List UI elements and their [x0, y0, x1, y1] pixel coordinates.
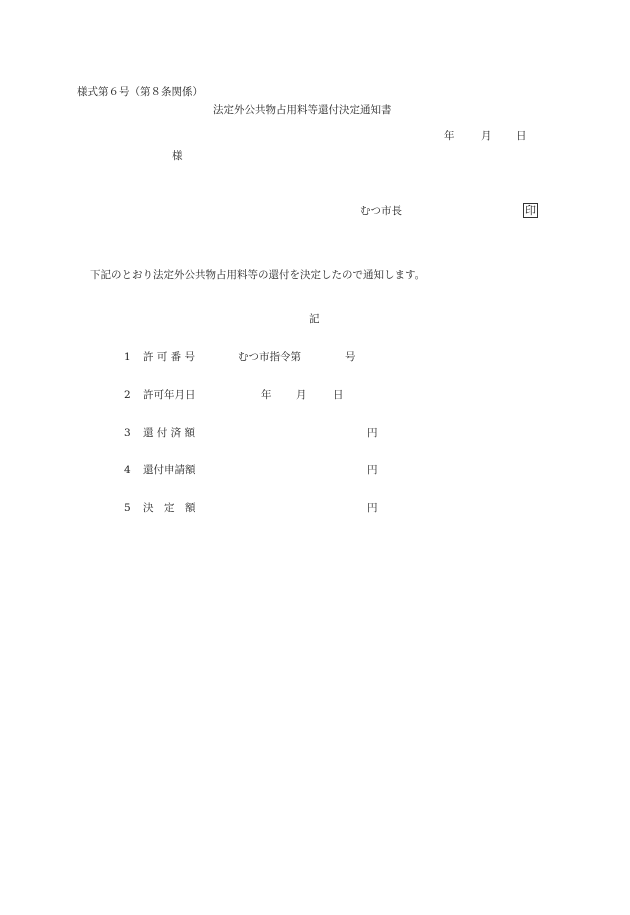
decided-amount-unit: 円 [367, 502, 378, 514]
refunded-amount-unit: 円 [367, 427, 378, 439]
item-label-decided-amount: 決 定 額 [143, 502, 196, 514]
permit-date-month: 月 [296, 389, 307, 401]
seal-stamp [523, 203, 538, 218]
document-title: 法定外公共物占用料等還付決定通知書 [213, 104, 392, 116]
permit-number-prefix: むつ市指令第 [238, 351, 301, 363]
date-day-label: 日 [516, 130, 527, 142]
item-number-4: 4 [124, 464, 131, 476]
issuer-name: むつ市長 [360, 205, 402, 217]
permit-number-suffix: 号 [345, 351, 356, 363]
item-number-1: 1 [124, 351, 131, 363]
item-label-permit-date: 許可年月日 [143, 389, 196, 401]
form-number-label: 様式第６号（第８条関係） [77, 86, 203, 98]
seal-label: 印 [525, 204, 536, 217]
requested-amount-unit: 円 [367, 464, 378, 476]
item-number-2: 2 [124, 389, 131, 401]
item-label-refunded-amount: 還 付 済 額 [143, 427, 196, 439]
date-year-label: 年 [444, 130, 455, 142]
item-number-5: 5 [124, 502, 131, 514]
permit-date-year: 年 [261, 389, 272, 401]
addressee-suffix: 様 [172, 150, 183, 162]
body-text: 下記のとおり法定外公共物占用料等の還付を決定したので通知します。 [90, 269, 426, 281]
item-label-permit-number: 許 可 番 号 [143, 351, 196, 363]
item-label-requested-amount: 還付申請額 [143, 464, 196, 476]
ki-heading: 記 [309, 313, 320, 325]
date-month-label: 月 [481, 130, 492, 142]
item-number-3: 3 [124, 427, 131, 439]
permit-date-day: 日 [333, 389, 344, 401]
